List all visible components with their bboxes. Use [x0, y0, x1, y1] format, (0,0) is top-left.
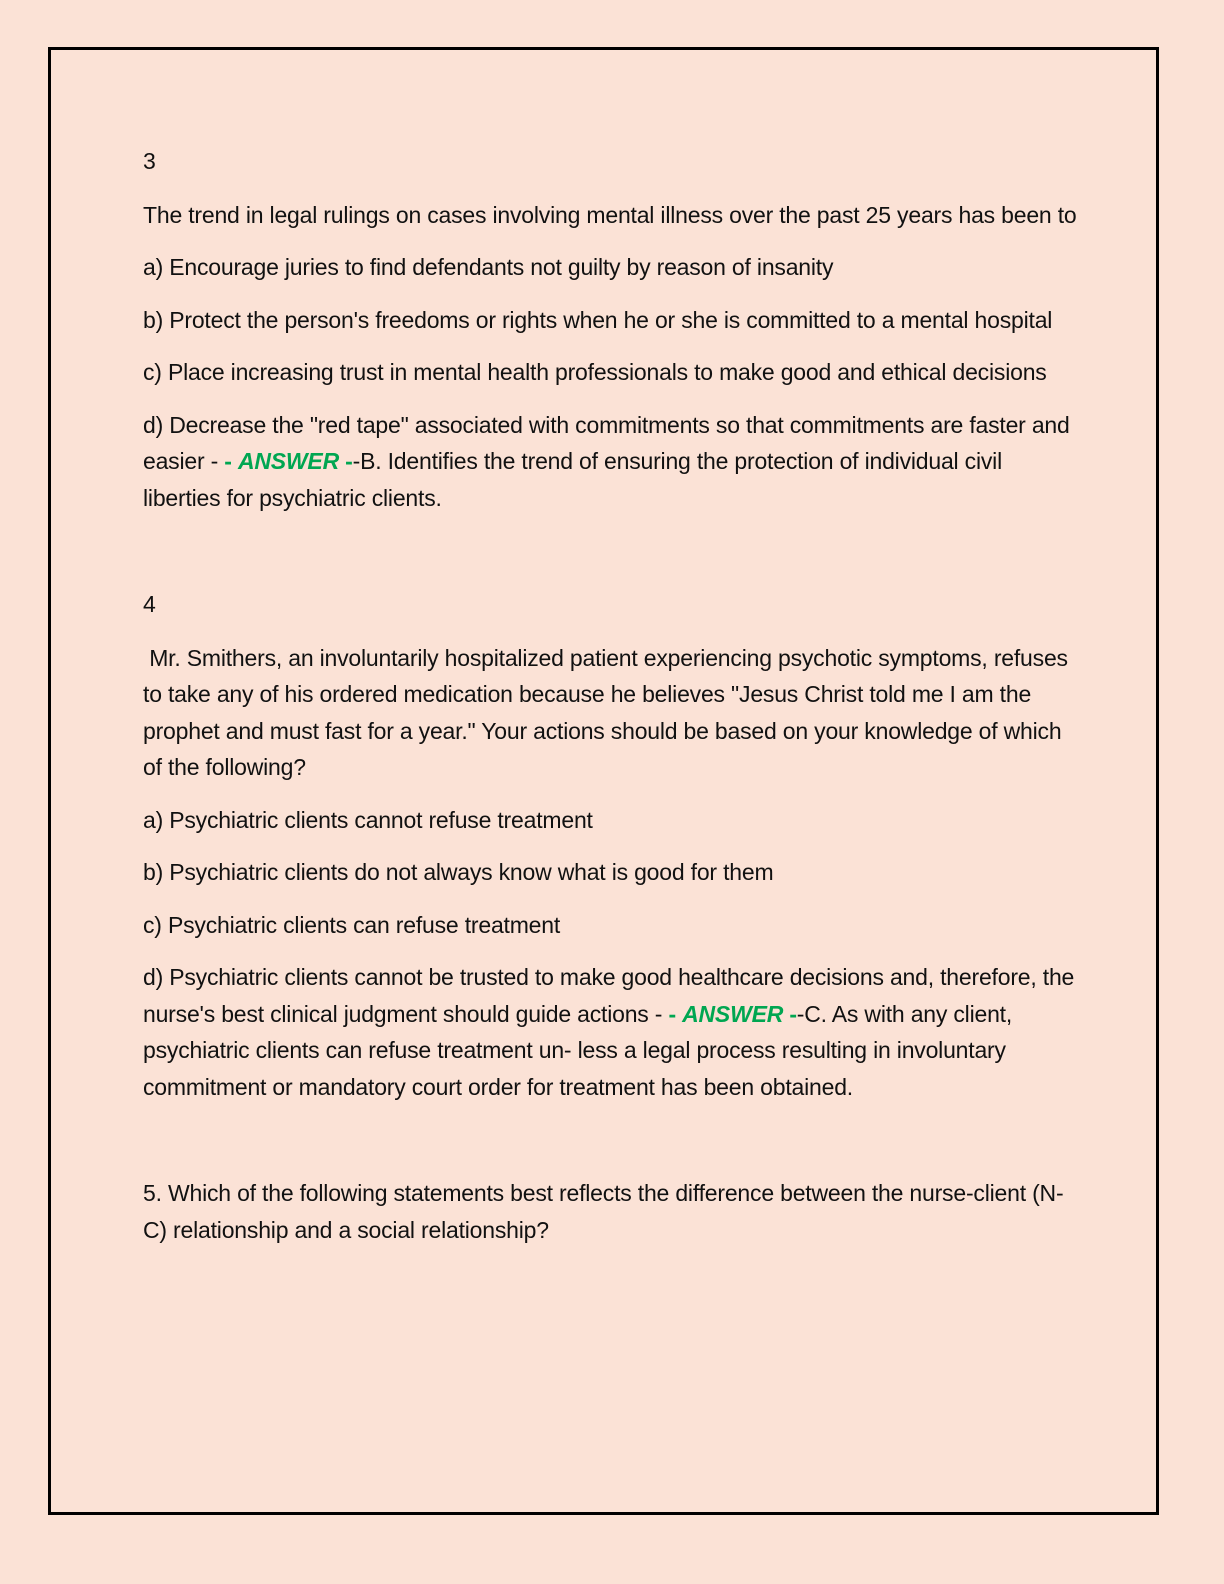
- spacer: [143, 532, 1083, 586]
- question-3-answer-tail-dash: -: [338, 448, 353, 474]
- question-4-answer-dash: -: [668, 1000, 683, 1027]
- question-3-number: 3: [143, 148, 156, 174]
- question-3-answer-text: -B. Identifies the trend of ensuring the protection of individual civil liberties for psychiatric clients.: [143, 448, 1002, 511]
- question-3-option-b: b) Protect the person's freedoms or rights when he or she is committed to a mental hospital: [143, 306, 1053, 333]
- question-4-answer-text: -C. As with any client, psychiatric clients can refuse treatment un- less a legal process resulting in involuntary commitment or mandatory court order for treatment has been obtained.: [143, 1000, 1013, 1100]
- question-4-option-b: b) Psychiatric clients do not always know what is good for them: [143, 859, 774, 885]
- question-3-option-d-text: d) Decrease the "red tape" associated with commitments so that commitments are faster and easier -: [143, 411, 1070, 474]
- question-4-option-d-text: d) Psychiatric clients cannot be trusted to make good healthcare decisions and, therefore, the nurse's best clinical judgment should guide actions -: [143, 964, 1075, 1027]
- question-4-answer-label: ANSWER: [682, 1000, 784, 1027]
- question-4-option-a: a) Psychiatric clients cannot refuse treatment: [143, 806, 593, 833]
- question-3-option-c: c) Place increasing trust in mental health professionals to make good and ethical decisions: [143, 359, 1047, 385]
- question-5-stem: 5. Which of the following statements best reflects the difference between the nurse-client (N-C) relationship and a social relationship?: [143, 1180, 1064, 1243]
- question-3-stem: The trend in legal rulings on cases involving mental illness over the past 25 years has been to: [143, 201, 1077, 228]
- question-4-option-c: c) Psychiatric clients can refuse treatment: [143, 911, 561, 938]
- question-3-option-d: [143, 407, 1083, 517]
- question-3-option-a: a) Encourage juries to find defendants not guilty by reason of insanity: [143, 254, 834, 280]
- question-4-number: 4: [143, 591, 156, 617]
- question-4-answer-tail-dash: -: [783, 1000, 797, 1027]
- question-3-answer-label: ANSWER: [237, 448, 339, 474]
- spacer: [143, 1121, 1083, 1175]
- question-3-answer-dash: -: [224, 448, 238, 474]
- document-body: [143, 143, 1083, 1264]
- question-4-stem: Mr. Smithers, an involuntarily hospitalized patient experiencing psychotic symptoms, refuses to take any of his ordered medication because he believes "Jesus Christ told me I am the prophet and must fast for a year." Your actions should be based on your knowledge of which of the following?: [143, 644, 1075, 780]
- question-4-option-d: [143, 959, 1083, 1105]
